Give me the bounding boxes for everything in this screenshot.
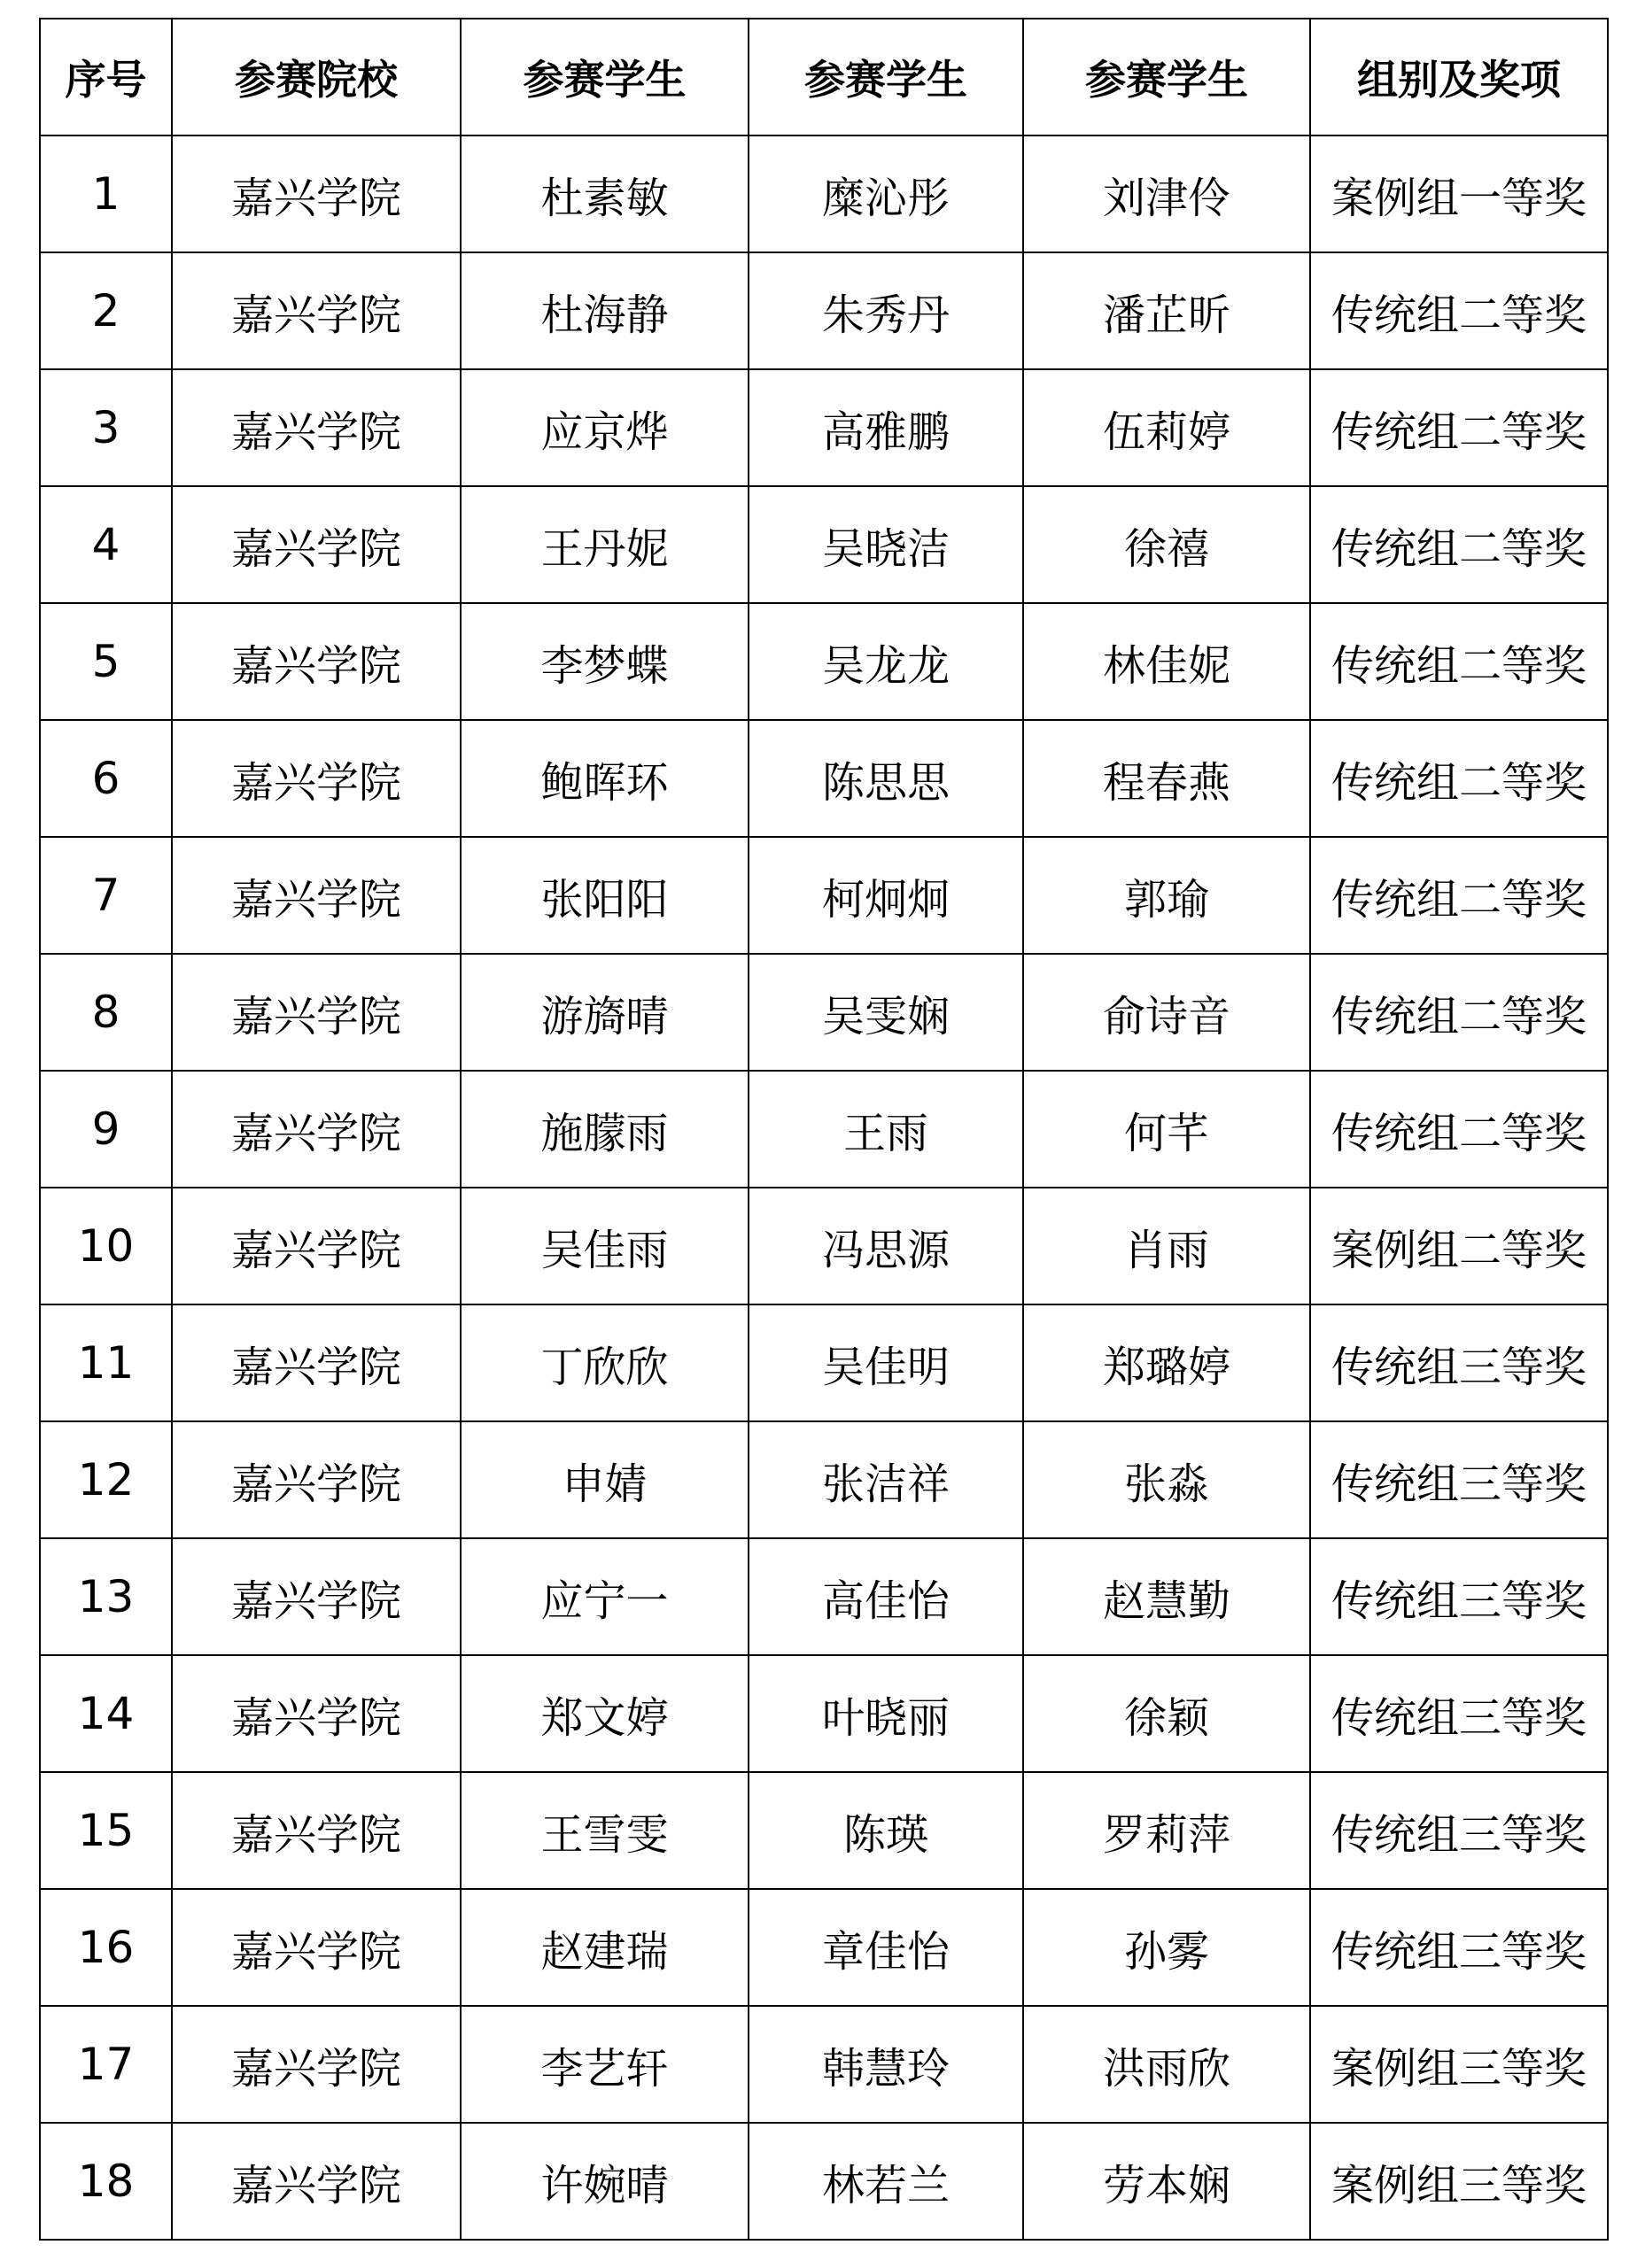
student-2-cell: 柯炯炯 [749,837,1023,954]
award-cell: 传统组二等奖 [1310,486,1608,603]
school-cell: 嘉兴学院 [172,369,461,486]
student-2-cell: 林若兰 [749,2123,1023,2240]
award-cell: 案例组一等奖 [1310,135,1608,252]
school-cell: 嘉兴学院 [172,1421,461,1538]
seq-cell: 5 [40,603,172,720]
table-row [40,2123,1608,2240]
table-row [40,486,1608,603]
student-3-cell: 肖雨 [1023,1188,1310,1304]
school-cell: 嘉兴学院 [172,1071,461,1188]
student-1-cell: 赵建瑞 [461,1889,749,2006]
student-3-cell: 林佳妮 [1023,603,1310,720]
seq-cell: 15 [40,1772,172,1889]
table-row [40,837,1608,954]
student-3-cell: 伍莉婷 [1023,369,1310,486]
table-row [40,1421,1608,1538]
seq-cell: 4 [40,486,172,603]
seq-cell: 7 [40,837,172,954]
student-1-cell: 许婉晴 [461,2123,749,2240]
student-1-cell: 应京烨 [461,369,749,486]
header-student-2: 参赛学生 [749,19,1023,135]
student-2-cell: 陈瑛 [749,1772,1023,1889]
table-row [40,1304,1608,1421]
student-3-cell: 张淼 [1023,1421,1310,1538]
table-row [40,369,1608,486]
award-cell: 传统组二等奖 [1310,1071,1608,1188]
school-cell: 嘉兴学院 [172,135,461,252]
school-cell: 嘉兴学院 [172,1188,461,1304]
student-3-cell: 洪雨欣 [1023,2006,1310,2123]
award-cell: 传统组二等奖 [1310,720,1608,837]
table-row [40,1538,1608,1655]
student-2-cell: 冯思源 [749,1188,1023,1304]
award-cell: 传统组三等奖 [1310,1538,1608,1655]
table-row [40,1071,1608,1188]
seq-cell: 1 [40,135,172,252]
student-3-cell: 徐禧 [1023,486,1310,603]
school-cell: 嘉兴学院 [172,1538,461,1655]
student-1-cell: 施朦雨 [461,1071,749,1188]
student-1-cell: 游旖晴 [461,954,749,1071]
header-student-3: 参赛学生 [1023,19,1310,135]
school-cell: 嘉兴学院 [172,837,461,954]
seq-cell: 16 [40,1889,172,2006]
award-cell: 传统组二等奖 [1310,837,1608,954]
table-header-row [40,19,1608,135]
seq-cell: 17 [40,2006,172,2123]
table-row [40,252,1608,369]
school-cell: 嘉兴学院 [172,2006,461,2123]
table-row [40,603,1608,720]
student-2-cell: 吴晓洁 [749,486,1023,603]
student-1-cell: 杜素敏 [461,135,749,252]
award-cell: 传统组二等奖 [1310,252,1608,369]
student-3-cell: 赵慧勤 [1023,1538,1310,1655]
student-3-cell: 程春燕 [1023,720,1310,837]
student-3-cell: 郑璐婷 [1023,1304,1310,1421]
award-cell: 案例组三等奖 [1310,2123,1608,2240]
seq-cell: 13 [40,1538,172,1655]
seq-cell: 6 [40,720,172,837]
table-row [40,954,1608,1071]
school-cell: 嘉兴学院 [172,603,461,720]
school-cell: 嘉兴学院 [172,720,461,837]
student-1-cell: 杜海静 [461,252,749,369]
student-2-cell: 陈思思 [749,720,1023,837]
seq-cell: 12 [40,1421,172,1538]
student-1-cell: 王雪雯 [461,1772,749,1889]
seq-cell: 18 [40,2123,172,2240]
table-row [40,2006,1608,2123]
student-2-cell: 王雨 [749,1071,1023,1188]
student-2-cell: 朱秀丹 [749,252,1023,369]
student-1-cell: 王丹妮 [461,486,749,603]
student-3-cell: 刘津伶 [1023,135,1310,252]
student-3-cell: 徐颖 [1023,1655,1310,1772]
award-cell: 传统组三等奖 [1310,1655,1608,1772]
school-cell: 嘉兴学院 [172,1772,461,1889]
seq-cell: 10 [40,1188,172,1304]
table-row [40,1655,1608,1772]
table-row [40,1889,1608,2006]
table-row [40,1188,1608,1304]
student-1-cell: 张阳阳 [461,837,749,954]
award-cell: 案例组二等奖 [1310,1188,1608,1304]
header-seq: 序号 [40,19,172,135]
seq-cell: 14 [40,1655,172,1772]
award-cell: 传统组三等奖 [1310,1304,1608,1421]
award-cell: 案例组三等奖 [1310,2006,1608,2123]
student-3-cell: 孙雾 [1023,1889,1310,2006]
header-school: 参赛院校 [172,19,461,135]
award-cell: 传统组三等奖 [1310,1889,1608,2006]
student-3-cell: 劳本娴 [1023,2123,1310,2240]
school-cell: 嘉兴学院 [172,486,461,603]
student-3-cell: 何芊 [1023,1071,1310,1188]
school-cell: 嘉兴学院 [172,1655,461,1772]
award-cell: 传统组三等奖 [1310,1772,1608,1889]
award-cell: 传统组三等奖 [1310,1421,1608,1538]
award-cell: 传统组二等奖 [1310,369,1608,486]
seq-cell: 2 [40,252,172,369]
student-2-cell: 章佳怡 [749,1889,1023,2006]
student-2-cell: 吴龙龙 [749,603,1023,720]
student-2-cell: 高雅鹏 [749,369,1023,486]
student-3-cell: 郭瑜 [1023,837,1310,954]
student-2-cell: 吴雯娴 [749,954,1023,1071]
student-1-cell: 丁欣欣 [461,1304,749,1421]
student-1-cell: 鲍晖环 [461,720,749,837]
student-1-cell: 应宁一 [461,1538,749,1655]
table-row [40,720,1608,837]
award-cell: 传统组二等奖 [1310,603,1608,720]
student-3-cell: 俞诗音 [1023,954,1310,1071]
student-2-cell: 吴佳明 [749,1304,1023,1421]
school-cell: 嘉兴学院 [172,252,461,369]
header-award: 组别及奖项 [1310,19,1608,135]
table-row [40,135,1608,252]
award-cell: 传统组二等奖 [1310,954,1608,1071]
seq-cell: 8 [40,954,172,1071]
school-cell: 嘉兴学院 [172,2123,461,2240]
table-row [40,1772,1608,1889]
student-3-cell: 潘芷昕 [1023,252,1310,369]
seq-cell: 3 [40,369,172,486]
header-student-1: 参赛学生 [461,19,749,135]
student-2-cell: 叶晓丽 [749,1655,1023,1772]
table-body [40,135,1608,2240]
student-2-cell: 韩慧玲 [749,2006,1023,2123]
student-3-cell: 罗莉萍 [1023,1772,1310,1889]
school-cell: 嘉兴学院 [172,1889,461,2006]
student-1-cell: 吴佳雨 [461,1188,749,1304]
student-1-cell: 申婧 [461,1421,749,1538]
student-2-cell: 高佳怡 [749,1538,1023,1655]
student-2-cell: 张洁祥 [749,1421,1023,1538]
awards-table [39,18,1609,2241]
seq-cell: 9 [40,1071,172,1188]
student-1-cell: 李梦蝶 [461,603,749,720]
student-2-cell: 糜沁彤 [749,135,1023,252]
student-1-cell: 李艺轩 [461,2006,749,2123]
student-1-cell: 郑文婷 [461,1655,749,1772]
school-cell: 嘉兴学院 [172,1304,461,1421]
seq-cell: 11 [40,1304,172,1421]
school-cell: 嘉兴学院 [172,954,461,1071]
